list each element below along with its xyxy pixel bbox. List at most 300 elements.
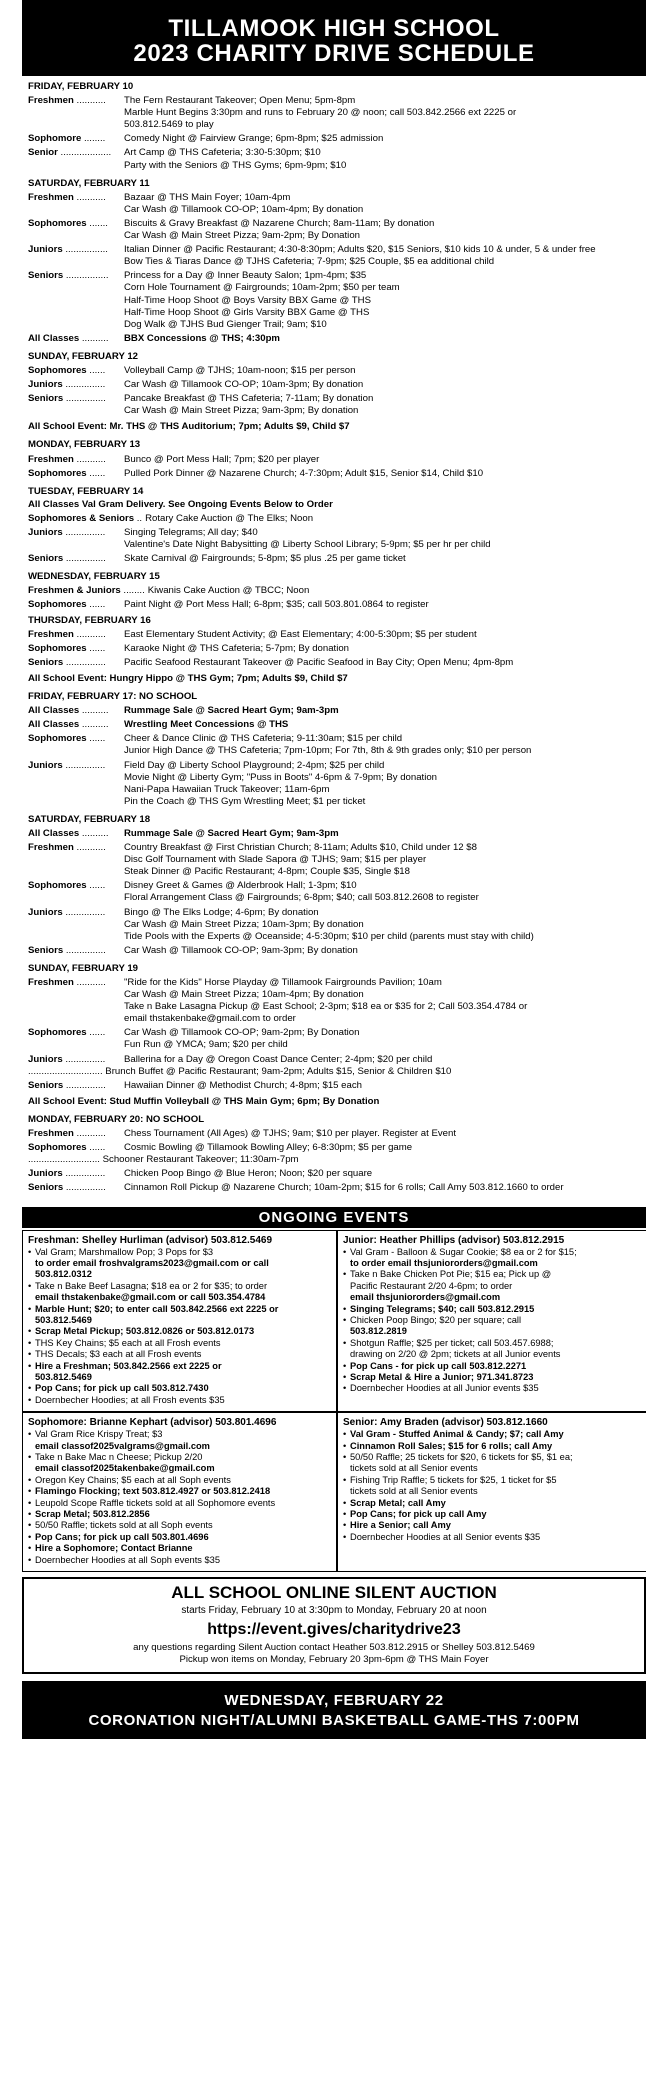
schedule-row (28, 945, 640, 957)
event-line: "Ride for the Kids" Horse Playday @ Tillamook Fairgrounds Pavilion; 10am (124, 977, 442, 988)
schedule-row (28, 760, 640, 808)
ongoing-item (343, 1315, 642, 1338)
event-line: Paint Night @ Port Mess Hall; 6-8pm; $35; call 503.801.0864 to register (124, 599, 429, 611)
ongoing-item (343, 1509, 642, 1520)
ongoing-line: • Take n Bake Beef Lasagna; $18 ea or 2 for $35; to order (35, 1280, 268, 1291)
ongoing-line: • Singing Telegrams; $40; call 503.812.2915 (350, 1303, 535, 1314)
all-school-event: All School Event: Mr. THS @ THS Auditorium; 7pm; Adults $9, Child $7 (28, 421, 350, 433)
coronation-event: CORONATION NIGHT/ALUMNI BASKETBALL GAME-THS 7:00PM (88, 1712, 580, 1730)
leader-dots: ...... (86, 880, 106, 892)
class-label (28, 1168, 124, 1180)
schedule-row (28, 828, 640, 840)
class-name: Juniors (28, 1053, 63, 1065)
event-line: ........................... Schooner Restaurant Takeover; 11:30am-7pm (28, 1154, 299, 1166)
event-line: Nani-Papa Hawaiian Truck Takeover; 11am-6pm (124, 783, 330, 795)
leader-dots: ............... (62, 906, 106, 918)
ongoing-line: • THS Decals; $3 each at all Frosh events (35, 1349, 202, 1360)
ongoing-line: email classof2025takenbake@gmail.com (35, 1463, 215, 1474)
event-details (124, 1168, 640, 1180)
ongoing-line: • Hire a Sophomore; Contact Brianne (35, 1543, 193, 1554)
schedule-row (28, 842, 640, 878)
event-line: Bow Ties & Tiaras Dance @ TJHS Cafeteria; 7-9pm; $25 Couple, $5 ea additional child (124, 256, 495, 268)
leader-dots: ....... (86, 217, 108, 229)
ongoing-line: • Doernbecher Hoodies; at all Frosh events $35 (35, 1394, 225, 1405)
ongoing-line: • Doernbecher Hoodies at all Junior events $35 (350, 1383, 539, 1394)
event-line: Biscuits & Gravy Breakfast @ Nazarene Church; 8am-11am; By donation (124, 217, 435, 229)
ongoing-list (28, 1429, 331, 1566)
event-details (124, 842, 640, 878)
event-line: Pancake Breakfast @ THS Cafeteria; 7-11am; By donation (124, 393, 374, 405)
event-line: Car Wash @ Tillamook CO-OP; 9am-3pm; By donation (124, 944, 358, 956)
ongoing-list (28, 1247, 331, 1407)
leader-dots: ...... (86, 467, 106, 479)
leader-dots: ........... (73, 842, 106, 854)
ongoing-line: • 50/50 Raffle; 25 tickets for $20, 6 tickets for $5, $1 ea; (350, 1452, 573, 1462)
ongoing-line: • Pop Cans - for pick up call 503.812.2271 (350, 1360, 527, 1371)
event-line: Fun Run @ YMCA; 9am; $20 per child (124, 1039, 288, 1051)
ongoing-item (343, 1247, 642, 1270)
class-name: Freshmen (28, 842, 74, 854)
ongoing-line: • Val Gram - Balloon & Sugar Cookie; $8 ea or 2 for $15; (350, 1246, 577, 1257)
class-name: Freshmen (28, 95, 74, 107)
ongoing-item (28, 1543, 331, 1554)
event-details (124, 192, 640, 216)
coronation-banner (22, 1681, 646, 1739)
class-name: Juniors (28, 379, 63, 391)
class-label (28, 133, 124, 145)
event-line: Bazaar @ THS Main Foyer; 10am-4pm (124, 191, 291, 203)
day-heading: FRIDAY, FEBRUARY 10 (28, 81, 134, 92)
class-label (28, 527, 124, 551)
ongoing-item (28, 1486, 331, 1497)
event-line: Car Wash @ Tillamook CO-OP; 10am-4pm; By donation (124, 203, 364, 215)
ongoing-line: email thstakenbake@gmail.com or call 503.354.4784 (35, 1292, 266, 1303)
event-line: Car Wash @ Main Street Pizza; 9am-3pm; By donation (124, 405, 359, 417)
schedule-row (28, 218, 640, 242)
event-line: Comedy Night @ Fairview Grange; 6pm-8pm; $25 admission (124, 133, 384, 145)
sophomore-box (23, 1413, 336, 1571)
ongoing-item (343, 1498, 642, 1509)
event-details (124, 454, 640, 466)
event-line: Volleyball Camp @ TJHS; 10am-noon; $15 per person (124, 364, 356, 376)
class-label (28, 1128, 124, 1140)
class-label (28, 553, 124, 565)
event-details (124, 977, 640, 1025)
ongoing-item (28, 1509, 331, 1520)
auction-contact: any questions regarding Silent Auction contact Heather 503.812.2915 or Shelley 503.812.5469 (133, 1642, 535, 1654)
leader-dots: ........ (81, 133, 106, 145)
event-line: Wrestling Meet Concessions @ THS (124, 719, 289, 731)
class-name: Sophomores (28, 642, 87, 654)
schedule-row (28, 553, 640, 565)
class-name: Senior (28, 147, 58, 159)
class-name: Sophomore (28, 133, 82, 145)
event-details (124, 553, 640, 565)
ongoing-line: email thsjuniororders@gmail.com (350, 1292, 501, 1303)
class-label (28, 454, 124, 466)
schedule-list (22, 76, 646, 1195)
class-name: Sophomores & Seniors (28, 512, 135, 524)
schedule-row (28, 393, 640, 417)
ongoing-line: • Scrap Metal; call Amy (350, 1497, 446, 1508)
ongoing-item (343, 1372, 642, 1383)
day-heading: SUNDAY, FEBRUARY 12 (28, 350, 139, 362)
event-details (124, 95, 640, 131)
event-line: Disney Greet & Games @ Alderbrook Hall; 1-3pm; $10 (124, 880, 357, 892)
leader-dots: .......... (79, 332, 109, 344)
class-name: Freshmen (28, 977, 74, 988)
event-line: Half-Time Hoop Shoot @ Girls Varsity BBX Game @ THS (124, 306, 370, 318)
leader-dots: ................ (63, 270, 109, 282)
schedule-row (28, 133, 640, 145)
ongoing-line: email classof2025valgrams@gmail.com (35, 1440, 210, 1451)
class-label (28, 468, 124, 480)
event-details (124, 1080, 640, 1092)
leader-dots: ................... (57, 147, 112, 159)
event-line: Cheer & Dance Clinic @ THS Cafeteria; 9-11:30am; $15 per child (124, 733, 403, 745)
leader-dots: ............... (63, 1182, 106, 1194)
flyer-page (22, 0, 646, 2100)
class-label (28, 1080, 124, 1092)
class-name: All Classes (28, 332, 80, 344)
leader-dots: .. (134, 512, 143, 524)
class-label (28, 393, 124, 417)
ongoing-line: • Doernbecher Hoodies at all Soph events $35 (35, 1554, 221, 1565)
event-details (124, 1027, 640, 1051)
class-name: Juniors (28, 244, 63, 256)
event-details (124, 270, 640, 330)
class-label (28, 585, 148, 597)
event-details (124, 468, 640, 480)
event-details (124, 218, 640, 242)
leader-dots: .......... (79, 827, 109, 839)
class-name: Freshmen (28, 453, 74, 465)
day-heading: FRIDAY, FEBRUARY 17: NO SCHOOL (28, 691, 198, 703)
class-name: All Classes (28, 705, 80, 717)
event-line: Half-Time Hoop Shoot @ Boys Varsity BBX Game @ THS (124, 294, 371, 306)
advisor-heading: Freshman: Shelley Hurliman (advisor) 503.812.5469 (28, 1234, 272, 1246)
event-line: Rummage Sale @ Sacred Heart Gym; 9am-3pm (124, 827, 339, 839)
schedule-row (28, 244, 640, 268)
all-school-event: All School Event: Stud Muffin Volleyball @ THS Main Gym; 6pm; By Donation (28, 1095, 380, 1107)
leader-dots: ...... (86, 642, 106, 654)
event-details (124, 733, 640, 757)
schedule-row (28, 147, 640, 171)
schedule-row (28, 1054, 640, 1078)
event-line: Movie Night @ Liberty Gym; "Puss in Boots" 4-6pm & 7-9pm; By donation (124, 771, 438, 783)
advisor-heading: Junior: Heather Phillips (advisor) 503.812.2915 (343, 1234, 565, 1246)
ongoing-line: 503.812.5469 (35, 1314, 92, 1325)
ongoing-list (343, 1429, 642, 1543)
advisor-heading: Senior: Amy Braden (advisor) 503.812.1660 (343, 1417, 548, 1429)
event-details (145, 513, 640, 525)
ongoing-item (28, 1349, 331, 1360)
ongoing-line: • Oregon Key Chains; $5 each at all Soph events (35, 1474, 231, 1485)
event-line: email thstakenbake@gmail.com to order (124, 1013, 296, 1025)
schedule-row (28, 907, 640, 943)
event-line: ............................ Brunch Buffet @ Pacific Restaurant; 9am-2pm; Adults $15, Senior & Children $10 (28, 1065, 452, 1077)
day-heading: MONDAY, FEBRUARY 13 (28, 439, 141, 451)
ongoing-line: to order email froshvalgrams2023@gmail.com or call (35, 1257, 269, 1268)
class-label (28, 733, 124, 757)
event-details (124, 393, 640, 417)
leader-dots: ........ (120, 585, 145, 597)
ongoing-line: • Hire a Senior; call Amy (350, 1520, 451, 1531)
ongoing-line: • Marble Hunt; $20; to enter call 503.842.2566 ext 2225 or (35, 1303, 279, 1314)
event-details (124, 1128, 640, 1140)
event-line: BBX Concessions @ THS; 4:30pm (124, 332, 280, 344)
schedule-row (28, 719, 640, 731)
coronation-date: WEDNESDAY, FEBRUARY 22 (224, 1692, 444, 1710)
ongoing-line: • Take n Bake Chicken Pot Pie; $15 ea; Pick up @ (350, 1269, 552, 1280)
auction-dates: starts Friday, February 10 at 3:30pm to Monday, February 20 at noon (181, 1605, 487, 1617)
leader-dots: ................ (62, 244, 108, 256)
event-line: Junior High Dance @ THS Cafeteria; 7pm-10pm; For 7th, 8th & 9th grades only; $10 per person (124, 745, 532, 757)
ongoing-item (28, 1532, 331, 1543)
class-name: Sophomores (28, 217, 87, 229)
event-line: Corn Hole Tournament @ Fairgrounds; 10am-2pm; $50 per team (124, 282, 400, 294)
class-name: Sophomores (28, 733, 87, 745)
event-line: Rotary Cake Auction @ The Elks; Noon (145, 512, 314, 524)
ongoing-line: • Val Gram; Marshmallow Pop; 3 Pops for $3 (35, 1246, 214, 1257)
event-line: Country Breakfast @ First Christian Church; 8-11am; Adults $10, Child under 12 $8 (124, 842, 477, 854)
ongoing-line: • Shotgun Raffle; $25 per ticket; call 503.457.6988; (350, 1337, 554, 1348)
event-line: Party with the Seniors @ THS Gyms; 6pm-9pm; $10 (124, 159, 347, 171)
day-heading: SATURDAY, FEBRUARY 18 (28, 813, 151, 825)
event-line: East Elementary Student Activity; @ East Elementary; 4:00-5:30pm; $5 per student (124, 628, 477, 640)
event-line: Hawaiian Dinner @ Methodist Church; 4-8pm; $15 each (124, 1079, 362, 1091)
leader-dots: .......... (79, 719, 109, 731)
leader-dots: ........... (73, 628, 106, 640)
class-name: Freshmen & Juniors (28, 585, 121, 597)
ongoing-line: • Leupold Scope Raffle tickets sold at all Sophomore events (35, 1497, 276, 1508)
class-name: Sophomores (28, 599, 87, 611)
class-name: Sophomores (28, 880, 87, 892)
event-details (124, 907, 640, 943)
event-line: Car Wash @ Main Street Pizza; 10am-3pm; By donation (124, 918, 364, 930)
ongoing-item (28, 1361, 331, 1384)
class-label (28, 513, 145, 525)
leader-dots: ........... (73, 1128, 106, 1140)
schedule-title: 2023 CHARITY DRIVE SCHEDULE (133, 40, 535, 67)
class-label (28, 1182, 124, 1194)
schedule-row (28, 527, 640, 551)
schedule-row (28, 733, 640, 757)
ongoing-line: • Fishing Trip Raffle; 5 tickets for $25, 1 ticket for $5 (350, 1474, 557, 1485)
event-details (124, 333, 640, 345)
schedule-row (28, 1080, 640, 1092)
schedule-row (28, 629, 640, 641)
class-name: Freshmen (28, 1128, 74, 1140)
event-details (124, 880, 640, 904)
class-name: Seniors (28, 656, 64, 668)
ongoing-item (28, 1326, 331, 1337)
ongoing-line: • Val Gram - Stuffed Animal & Candy; $7; call Amy (350, 1429, 564, 1440)
event-details (124, 527, 640, 551)
event-line: Bingo @ The Elks Lodge; 4-6pm; By donation (124, 906, 319, 918)
leader-dots: ........... (73, 453, 106, 465)
class-name: Sophomores (28, 364, 87, 376)
class-label (28, 907, 124, 943)
class-name: Seniors (28, 1182, 64, 1194)
class-name: Sophomores (28, 1142, 87, 1154)
all-school-event: All Classes Val Gram Delivery. See Ongoing Events Below to Order (28, 498, 333, 510)
event-line: Take n Bake Lasagna Pickup @ East School; 2-3pm; $18 ea or $35 for 2; Call 503.354.4784 or (124, 1001, 528, 1013)
event-line: Karaoke Night @ THS Cafeteria; 5-7pm; By donation (124, 642, 349, 654)
day-heading: MONDAY, FEBRUARY 20: NO SCHOOL (28, 1113, 205, 1125)
ongoing-item (28, 1475, 331, 1486)
event-line: Dog Walk @ TJHS Bud Gienger Trail; 9am; $10 (124, 318, 327, 330)
class-label (28, 379, 124, 391)
ongoing-item (343, 1532, 642, 1543)
class-label (28, 719, 124, 731)
advisor-heading: Sophomore: Brianne Kephart (advisor) 503.801.4696 (28, 1417, 277, 1429)
ongoing-events-header: ONGOING EVENTS (22, 1207, 646, 1228)
leader-dots: ............... (63, 944, 106, 956)
day-heading: WEDNESDAY, FEBRUARY 15 (28, 571, 160, 583)
schedule-row (28, 880, 640, 904)
auction-link[interactable]: https://event.gives/charitydrive23 (207, 1621, 461, 1639)
event-details (124, 365, 640, 377)
ongoing-line: • Scrap Metal; 503.812.2856 (35, 1509, 150, 1520)
ongoing-list (343, 1247, 642, 1395)
class-name: Freshmen (28, 628, 74, 640)
leader-dots: ............... (62, 527, 106, 538)
ongoing-item (343, 1269, 642, 1303)
event-line: The Fern Restaurant Takeover; Open Menu; 5pm-8pm (124, 95, 356, 107)
ongoing-item (343, 1429, 642, 1440)
event-details (124, 719, 640, 731)
class-name: All Classes (28, 827, 80, 839)
schedule-row (28, 1142, 640, 1166)
event-line: Car Wash @ Tillamook CO-OP; 10am-3pm; By donation (124, 379, 364, 391)
class-label (28, 945, 124, 957)
class-name: Juniors (28, 906, 63, 918)
class-label (28, 333, 124, 345)
class-label (28, 95, 124, 131)
event-line: Princess for a Day @ Inner Beauty Salon; 1pm-4pm; $35 (124, 270, 367, 282)
class-label (28, 629, 124, 641)
event-line: Bunco @ Port Mess Hall; 7pm; $20 per player (124, 453, 320, 465)
leader-dots: ........... (73, 977, 106, 988)
event-line: Car Wash @ Main Street Pizza; 10am-4pm; By donation (124, 989, 364, 1001)
event-line: Singing Telegrams; All day; $40 (124, 527, 258, 538)
ongoing-line: to order email thsjuniororders@gmail.com (350, 1257, 538, 1268)
schedule-row (28, 705, 640, 717)
schedule-row (28, 270, 640, 330)
ongoing-line: Pacific Restaurant 2/20 4-6pm; to order (350, 1280, 513, 1291)
ongoing-line: • Pop Cans; for pick up call 503.801.4696 (35, 1531, 209, 1542)
event-line: Chicken Poop Bingo @ Blue Heron; Noon; $20 per square (124, 1168, 373, 1180)
class-name: Juniors (28, 759, 63, 771)
leader-dots: ............... (62, 1053, 106, 1065)
ongoing-line: • THS Key Chains; $5 each at all Frosh events (35, 1337, 221, 1348)
event-line: Cinnamon Roll Pickup @ Nazarene Church; 10am-2pm; $15 for 6 rolls; Call Amy 503.812.1660 to order (124, 1182, 564, 1194)
ongoing-line: • Scrap Metal & Hire a Junior; 971.341.8723 (350, 1371, 534, 1382)
schedule-row (28, 333, 640, 345)
class-label (28, 657, 124, 669)
schedule-row (28, 468, 640, 480)
event-details (124, 379, 640, 391)
event-details (124, 147, 640, 171)
event-line: Italian Dinner @ Pacific Restaurant; 4:30-8:30pm; Adults $20, $15 Seniors, $10 kids 10 & under, 5 & under free (124, 244, 596, 256)
event-line: Cosmic Bowling @ Tillamook Bowling Alley; 6-8:30pm; $5 per game (124, 1142, 413, 1154)
ongoing-line: tickets sold at all Senior events (350, 1486, 478, 1497)
class-label (28, 1027, 124, 1051)
ongoing-line: • Hire a Freshman; 503.842.2566 ext 2225 or (35, 1360, 222, 1371)
class-label (28, 828, 124, 840)
ongoing-line: • Cinnamon Roll Sales; $15 for 6 rolls; call Amy (350, 1440, 553, 1451)
event-details (124, 629, 640, 641)
event-details (124, 760, 640, 808)
event-line: Field Day @ Liberty School Playground; 2-4pm; $25 per child (124, 759, 385, 771)
silent-auction-box (22, 1577, 646, 1674)
class-label (28, 147, 124, 171)
all-school-event: All School Event: Hungry Hippo @ THS Gym; 7pm; Adults $9, Child $7 (28, 672, 348, 684)
ongoing-line: 503.812.2819 (350, 1326, 407, 1337)
event-details (124, 945, 640, 957)
ongoing-item (28, 1498, 331, 1509)
class-label (28, 643, 124, 655)
schedule-row (28, 454, 640, 466)
event-line: Car Wash @ Main Street Pizza; 9am-2pm; By Donation (124, 230, 360, 242)
schedule-row (28, 643, 640, 655)
class-label (28, 880, 124, 904)
leader-dots: ............... (63, 553, 106, 565)
leader-dots: .......... (79, 705, 109, 717)
ongoing-item (28, 1555, 331, 1566)
class-label (28, 705, 124, 717)
leader-dots: ...... (86, 1027, 106, 1039)
event-line: Tide Pools with the Experts @ Oceanside; 4-5:30pm; $10 per child (parents must stay with child) (124, 930, 534, 942)
class-label (28, 365, 124, 377)
schedule-row (28, 379, 640, 391)
ongoing-item (343, 1304, 642, 1315)
class-name: Seniors (28, 553, 64, 565)
ongoing-item (343, 1361, 642, 1372)
event-line: Car Wash @ Tillamook CO-OP; 9am-2pm; By Donation (124, 1027, 360, 1039)
event-details (124, 133, 640, 145)
leader-dots: ...... (86, 364, 106, 376)
auction-title: ALL SCHOOL ONLINE SILENT AUCTION (171, 1583, 497, 1603)
event-line: Rummage Sale @ Sacred Heart Gym; 9am-3pm (124, 705, 339, 717)
leader-dots: ...... (86, 733, 106, 745)
ongoing-item (28, 1281, 331, 1304)
ongoing-line: • Take n Bake Mac n Cheese; Pickup 2/20 (35, 1452, 203, 1462)
ongoing-item (343, 1520, 642, 1531)
ongoing-item (343, 1441, 642, 1452)
leader-dots: ........... (73, 95, 106, 107)
class-label (28, 218, 124, 242)
senior-box (338, 1413, 647, 1571)
ongoing-events-grid (22, 1230, 646, 1573)
schedule-row (28, 599, 640, 611)
ongoing-item (343, 1338, 642, 1361)
ongoing-item (28, 1395, 331, 1406)
ongoing-item (28, 1338, 331, 1349)
event-details (124, 828, 640, 840)
ongoing-item (28, 1247, 331, 1281)
schedule-row (28, 657, 640, 669)
schedule-row (28, 1128, 640, 1140)
ongoing-item (343, 1383, 642, 1394)
class-label (28, 760, 124, 808)
event-line: Pacific Seafood Restaurant Takeover @ Pacific Seafood in Bay City; Open Menu; 4pm-8pm (124, 656, 514, 668)
schedule-row (28, 1027, 640, 1051)
class-name: Seniors (28, 270, 64, 282)
class-label (28, 599, 124, 611)
class-label (28, 192, 124, 216)
